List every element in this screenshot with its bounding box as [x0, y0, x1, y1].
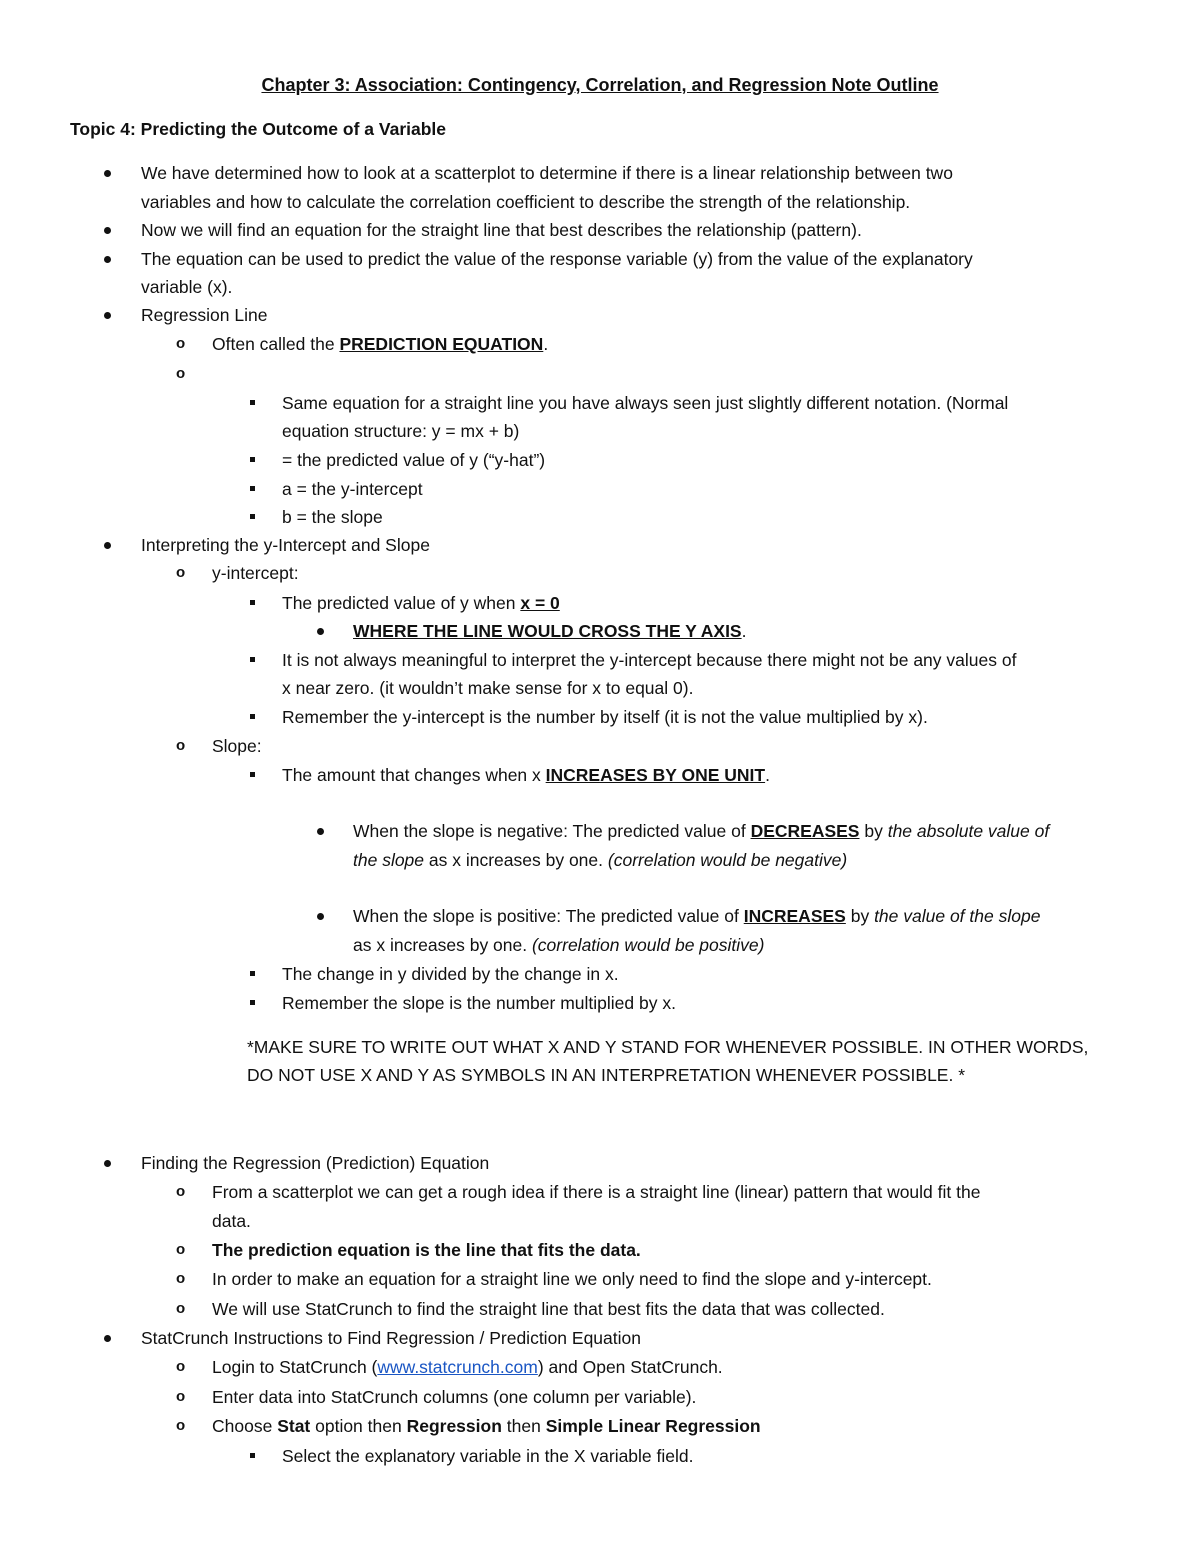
text-line: data.	[212, 1211, 251, 1231]
bullet-square	[250, 457, 255, 462]
bullet-dot	[317, 828, 324, 835]
text-line: Remember the y-intercept is the number by itself (it is not the value multiplied by x).	[282, 707, 928, 727]
text-line: Remember the slope is the number multiplied by x.	[282, 993, 676, 1013]
text-line: a = the y-intercept	[282, 479, 423, 499]
text-line: Finding the Regression (Prediction) Equation	[141, 1153, 490, 1173]
text-line: variables and how to calculate the correlation coefficient to describe the strength of the relationship.	[141, 192, 911, 212]
bullet-o: o	[176, 1241, 186, 1258]
text-line: Now we will find an equation for the straight line that best describes the relationship (pattern).	[141, 220, 862, 240]
bullet-o: o	[176, 1270, 186, 1287]
text-line: The predicted value of y when x = 0	[282, 593, 560, 613]
text-line: When the slope is negative: The predicted value of DECREASES by the absolute value of	[353, 821, 1050, 841]
bullet-dot	[104, 1160, 111, 1167]
text-line: y-intercept:	[212, 563, 299, 583]
bullet-dot	[104, 227, 111, 234]
bullet-square	[250, 772, 255, 777]
bullet-dot	[104, 1335, 111, 1342]
bullet-o: o	[176, 1388, 186, 1405]
text-line: From a scatterplot we can get a rough idea if there is a straight line (linear) pattern that would fit the	[212, 1182, 981, 1202]
text-line: StatCrunch Instructions to Find Regression / Prediction Equation	[141, 1328, 641, 1348]
text-line: We will use StatCrunch to find the straight line that best fits the data that was collected.	[212, 1299, 885, 1319]
bullet-square	[250, 400, 255, 405]
bullet-square	[250, 486, 255, 491]
bullet-square	[250, 971, 255, 976]
text-line: Enter data into StatCrunch columns (one column per variable).	[212, 1387, 697, 1407]
text-line: b = the slope	[282, 507, 383, 527]
bullet-o: o	[176, 365, 186, 382]
statcrunch-link[interactable]: www.statcrunch.com	[377, 1357, 538, 1377]
bullet-dot	[104, 170, 111, 177]
bullet-square	[250, 1453, 255, 1458]
bullet-o: o	[176, 1183, 186, 1200]
text-line: The change in y divided by the change in x.	[282, 964, 619, 984]
text-line: We have determined how to look at a scatterplot to determine if there is a linear relationship between two	[141, 163, 953, 183]
bullet-o: o	[176, 1417, 186, 1434]
text-line: Choose Stat option then Regression then Simple Linear Regression	[212, 1416, 761, 1436]
bullet-o: o	[176, 1300, 186, 1317]
bullet-square	[250, 514, 255, 519]
text-line: The equation can be used to predict the value of the response variable (y) from the value of the explanatory	[141, 249, 973, 269]
text-line: Slope:	[212, 736, 262, 756]
text-line: Interpreting the y-Intercept and Slope	[141, 535, 430, 555]
text-line: the slope as x increases by one. (correlation would be negative)	[353, 850, 848, 870]
text-line: In order to make an equation for a straight line we only need to find the slope and y-intercept.	[212, 1269, 932, 1289]
text-line: variable (x).	[141, 277, 233, 297]
bullet-square	[250, 714, 255, 719]
text-line: WHERE THE LINE WOULD CROSS THE Y AXIS.	[353, 621, 747, 641]
text-line: The amount that changes when x INCREASES BY ONE UNIT.	[282, 765, 770, 785]
page-title: Chapter 3: Association: Contingency, Correlation, and Regression Note Outline	[261, 75, 939, 95]
bullet-o: o	[176, 1358, 186, 1375]
bullet-dot	[104, 542, 111, 549]
bullet-o: o	[176, 737, 186, 754]
text-line: Often called the PREDICTION EQUATION.	[212, 334, 549, 354]
text-line: Select the explanatory variable in the X variable field.	[282, 1446, 694, 1466]
bullet-o: o	[176, 564, 186, 581]
text-line: The prediction equation is the line that fits the data.	[212, 1240, 641, 1260]
bullet-dot	[104, 256, 111, 263]
note-line: DO NOT USE X AND Y AS SYMBOLS IN AN INTERPRETATION WHENEVER POSSIBLE. *	[247, 1065, 966, 1085]
text-line: = the predicted value of y (“y-hat”)	[282, 450, 546, 470]
bullet-o: o	[176, 335, 186, 352]
bullet-square	[250, 1000, 255, 1005]
text-line: Regression Line	[141, 305, 268, 325]
text-line: When the slope is positive: The predicted value of INCREASES by the value of the slope	[353, 906, 1041, 926]
text-line: Login to StatCrunch (www.statcrunch.com) and Open StatCrunch.	[212, 1357, 723, 1377]
bullet-dot	[317, 913, 324, 920]
topic-heading: Topic 4: Predicting the Outcome of a Variable	[70, 119, 447, 139]
text-line: x near zero. (it wouldn’t make sense for x to equal 0).	[282, 678, 694, 698]
text-line: It is not always meaningful to interpret the y-intercept because there might not be any values of	[282, 650, 1017, 670]
bullet-dot	[104, 312, 111, 319]
bullet-square	[250, 600, 255, 605]
text-line: as x increases by one. (correlation would be positive)	[353, 935, 765, 955]
text-line: equation structure: y = mx + b)	[282, 421, 520, 441]
note-line: *MAKE SURE TO WRITE OUT WHAT X AND Y STAND FOR WHENEVER POSSIBLE. IN OTHER WORDS,	[247, 1037, 1089, 1057]
bullet-dot	[317, 628, 324, 635]
text-line: Same equation for a straight line you have always seen just slightly different notation. (Normal	[282, 393, 1009, 413]
bullet-square	[250, 657, 255, 662]
